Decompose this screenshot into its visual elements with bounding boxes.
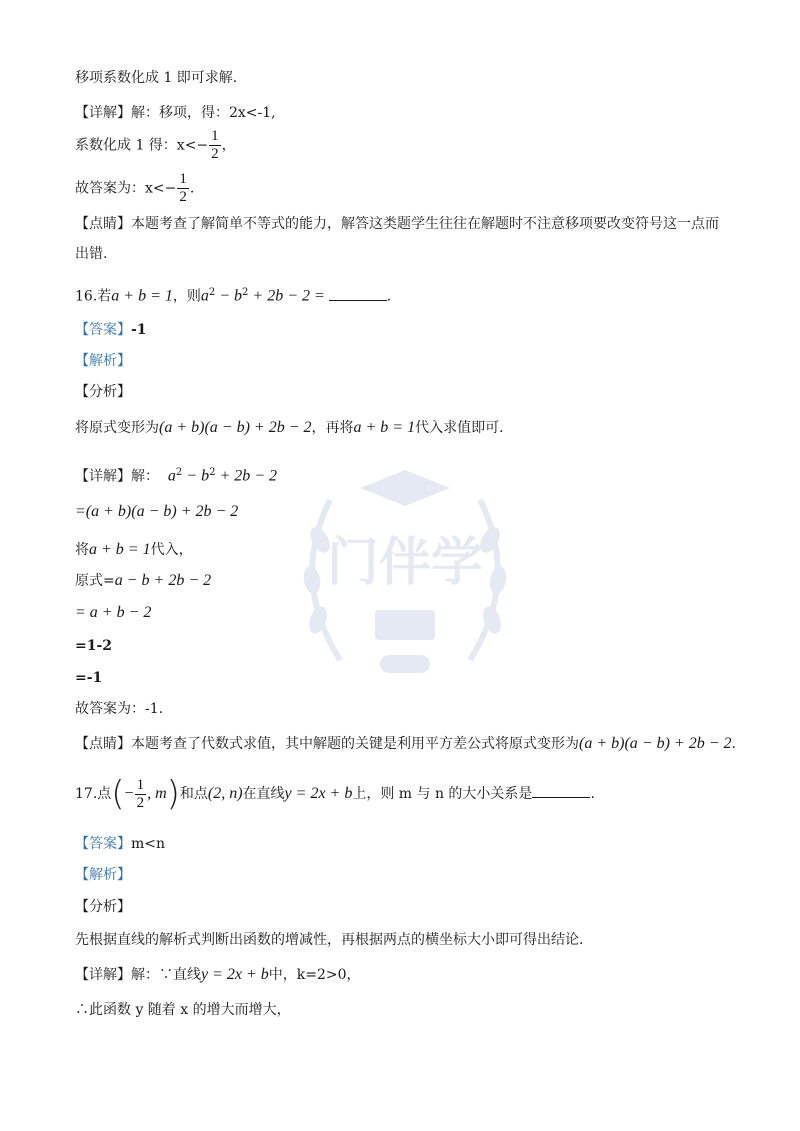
fraction: $\frac{1}{2}$ <box>179 171 187 205</box>
text-line: 【详解】解： $a^2 - b^2 + 2b - 2$ <box>75 467 278 485</box>
section-jiexi: 【解析】 <box>75 867 131 883</box>
watermark-logo <box>280 440 530 700</box>
section-fenxi: 【分析】 <box>75 899 131 915</box>
question-16: 16.若a + b = 1，则$a^2 - b^2 + 2b - 2$ = . <box>75 287 392 305</box>
text-line: =-1 <box>75 670 103 686</box>
text-line: 移项系数化成 1 即可求解. <box>75 70 238 86</box>
text-line: 【详解】解：∵直线y = 2x + b中，k=2>0， <box>75 966 361 983</box>
section-jiexi: 【解析】 <box>75 353 131 369</box>
text-line: 【点睛】本题考查了代数式求值，其中解题的关键是利用平方差公式将原式变形为(a + b)(a − b) + 2b − 2. <box>75 735 736 752</box>
answer-17: 【答案】m<n <box>75 836 166 852</box>
watermark-text: 门伴学 <box>326 533 484 593</box>
answer-16: 【答案】-1 <box>75 322 147 338</box>
text-line: 【点睛】本题考查了解简单不等式的能力，解答这类题学生往往在解题时不注意移项要改变符号这一点而 <box>75 216 719 232</box>
fraction: $\frac{1}{2}$ <box>136 776 145 811</box>
text-line: 【详解】解：移项，得：2x<-1, <box>75 105 276 121</box>
question-17: 17.点(− $\frac{1}{2}$ , m)和点(2, n)在直线y = 2x + b上，则 m 与 n 的大小关系是 . <box>75 774 595 814</box>
text-line: 故答案为：-1. <box>75 701 164 717</box>
text-line: 先根据直线的解析式判断出函数的增减性，再根据两点的横坐标大小即可得出结论. <box>75 932 584 948</box>
text-line: 系数化成 1 得：x<− $\frac{1}{2}$ ， <box>75 128 236 162</box>
fraction: $\frac{1}{2}$ <box>211 128 219 162</box>
text-line: 将原式变形为(a + b)(a − b) + 2b − 2，再将a + b = 1代入求值即可. <box>75 419 504 436</box>
answer-blank <box>532 785 590 798</box>
text-line: =1-2 <box>75 638 113 654</box>
text-line: 将a + b = 1代入， <box>75 541 193 558</box>
text-line: = a + b − 2 <box>75 604 152 621</box>
text-line: 原式=a − b + 2b − 2 <box>75 572 212 589</box>
section-fenxi: 【分析】 <box>75 384 131 400</box>
text-line: 出错. <box>75 246 108 262</box>
text-line: =(a + b)(a − b) + 2b − 2 <box>75 503 239 520</box>
text-line: 故答案为：x<− $\frac{1}{2}$ . <box>75 171 195 205</box>
answer-blank <box>329 288 387 301</box>
text-line: ∴此函数 y 随着 x 的增大而增大， <box>75 1002 291 1018</box>
